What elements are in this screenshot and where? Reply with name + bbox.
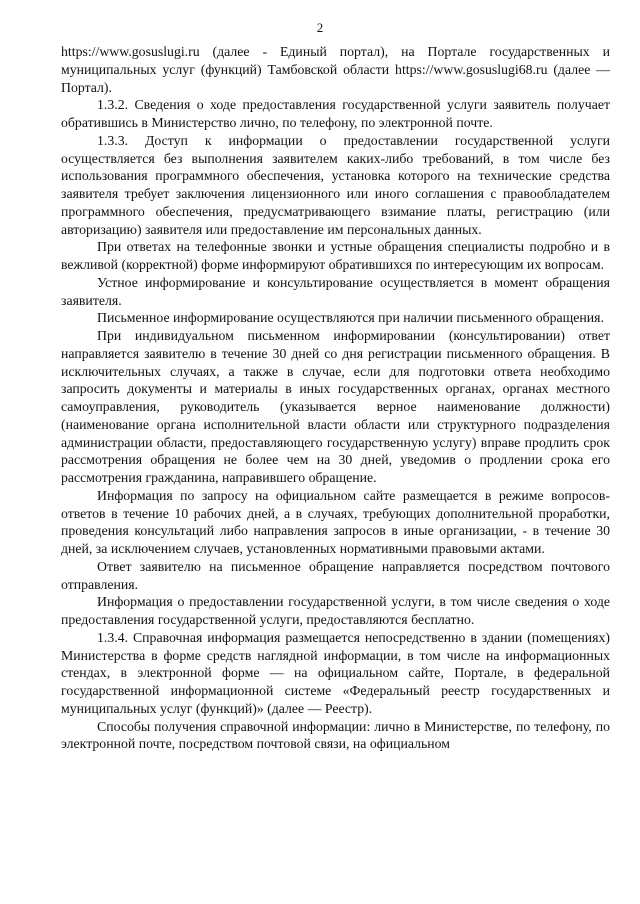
paragraph-individual-written: При индивидуальном письменном информировании (консультировании) ответ направляется заявителю в течение 30 дней со дня регистрации письменного обращения. В исключительных случаях, а также в случае, если для подготовки ответа необходимо запросить документы и материалы в иных государственных органах, органах местного самоуправления, руководитель (указывается верное наименование должности)(наименование органа исполнительной власти области или структурного подразделения администрации области, предоставляющего государственную услугу) вправе продлить срок рассмотрения обращения не более чем на 30 дней, уведомив о продлении срока его рассмотрения гражданина, направившего обращение. bbox=[61, 328, 610, 485]
paragraph-written-informing: Письменное информирование осуществляются при наличии письменного обращения. bbox=[97, 310, 604, 326]
paragraph-1-3-3: 1.3.3. Доступ к информации о предоставлении государственной услуги осуществляется без выполнения заявителем каких-либо требований, в том числе без использования программного обеспечения, установка которого на технические средства заявителя требует заключения лицензионного или иного соглашения с правообладателем программного обеспечения, предусматривающего взимание платы, регистрацию (или авторизацию) заявителя или предоставление им персональных данных. bbox=[61, 132, 610, 237]
paragraph-website-requests: Информация по запросу на официальном сайте размещается в режиме вопросов-ответов в течение 10 рабочих дней, а в случаях, требующих дополнительной проработки, проведения консультаций либо направления запросов в иные организации, - в течение 30 дней, за исключением случаев, установленных нормативными правовыми актами. bbox=[61, 487, 610, 556]
paragraph-1-3-2: 1.3.2. Сведения о ходе предоставления государственной услуги заявитель получает обратившись в Министерство лично, по телефону, по электронной почте. bbox=[61, 97, 610, 130]
paragraph-phone-answers: При ответах на телефонные звонки и устные обращения специалисты подробно и в вежливой (корректной) форме информируют обратившихся по интересующим их вопросам. bbox=[61, 239, 610, 272]
document-body bbox=[61, 43, 610, 753]
paragraph-free-info: Информация о предоставлении государственной услуги, в том числе сведения о ходе предоставления государственной услуги, предоставляются бесплатно. bbox=[61, 594, 610, 627]
paragraph-postal-answer: Ответ заявителю на письменное обращение направляется посредством почтового отправления. bbox=[61, 558, 610, 592]
page-number: 2 bbox=[316, 20, 324, 35]
paragraph-info-methods: Способы получения справочной информации: лично в Министерстве, по телефону, по электронной почте, посредством почтовой связи, на официальном bbox=[61, 718, 610, 752]
paragraph-1-3-4: 1.3.4. Справочная информация размещается непосредственно в здании (помещениях) Министерства в форме средств наглядной информации, в том числе на информационных стендах, в электронной форме — на официальном сайте, Портале, в федеральной государственной информационной системе «Федеральный реестр государственных и муниципальных услуг (функций)» (далее — Реестр). bbox=[61, 629, 610, 716]
paragraph-oral-informing: Устное информирование и консультирование осуществляется в момент обращения заявителя. bbox=[61, 274, 610, 308]
paragraph-portal-links: https://www.gosuslugi.ru (далее - Единый портал), на Портале государственных и муниципальных услуг (функций) Тамбовской области https://www.gosuslugi68.ru (далее — Портал). bbox=[61, 44, 610, 95]
